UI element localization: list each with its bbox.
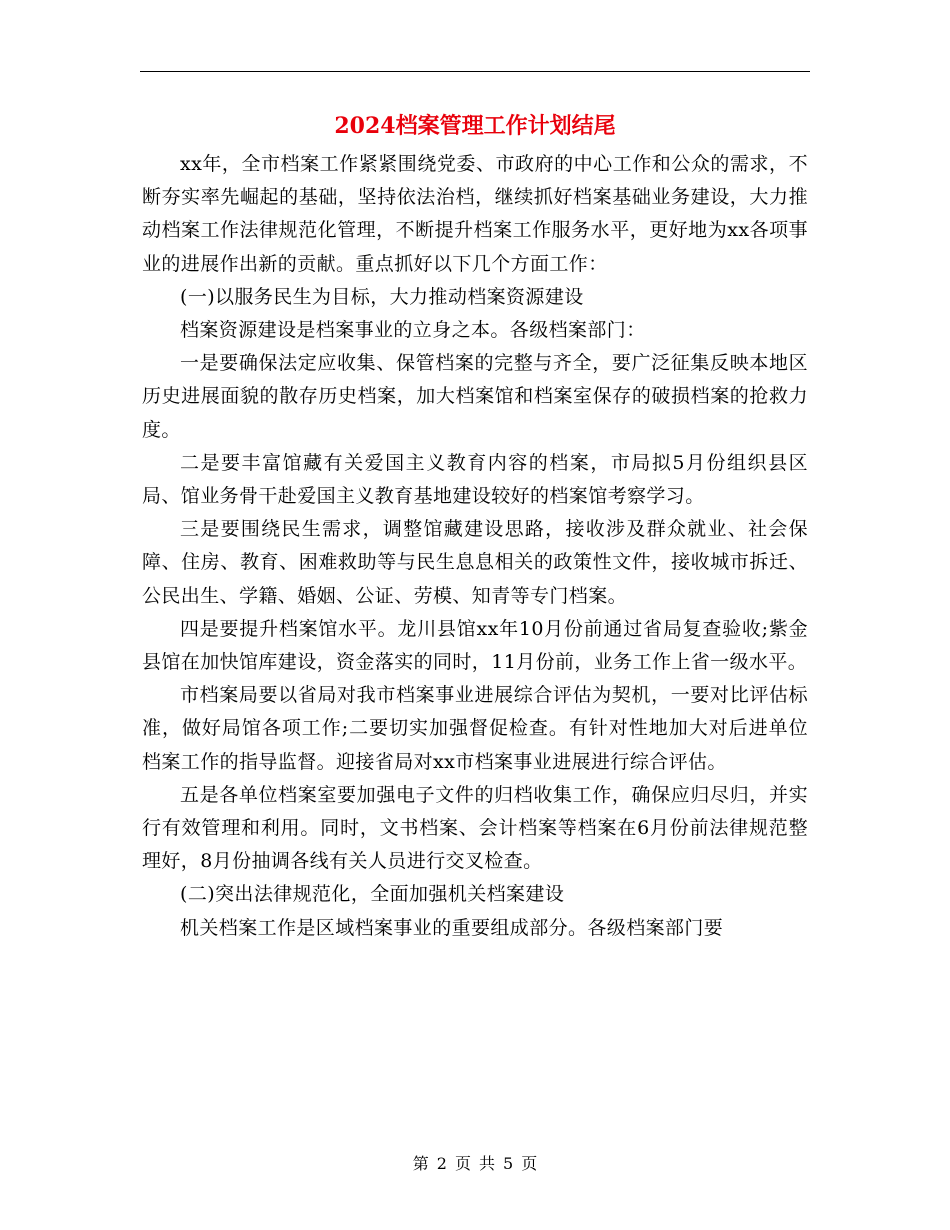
header-rule bbox=[140, 71, 810, 72]
paragraph: 二是要丰富馆藏有关爱国主义教育内容的档案，市局拟5月份组织县区局、馆业务骨干赴爱国主义教育基地建设较好的档案馆考察学习。 bbox=[142, 451, 808, 508]
paragraph: 四是要提升档案馆水平。龙川县馆xx年10月份前通过省局复查验收;紫金县馆在加快馆库建设，资金落实的同时，11月份前，业务工作上省一级水平。 bbox=[142, 617, 808, 674]
page-footer bbox=[0, 1152, 950, 1176]
paragraph: 档案资源建设是档案事业的立身之本。各级档案部门： bbox=[180, 319, 646, 342]
paragraph: 机关档案工作是区域档案事业的重要组成部分。各级档案部门要 bbox=[180, 916, 724, 939]
total-pages-number: 5 bbox=[503, 1154, 514, 1173]
footer-suffix: 页 bbox=[521, 1154, 538, 1173]
footer-prefix: 第 bbox=[412, 1154, 429, 1173]
section-heading-2: (二)突出法律规范化，全面加强机关档案建设 bbox=[180, 883, 565, 906]
paragraph: 三是要围绕民生需求，调整馆藏建设思路，接收涉及群众就业、社会保障、住房、教育、困难救助等与民生息息相关的政策性文件，接收城市拆迁、公民出生、学籍、婚姻、公证、劳模、知青等专门档案。 bbox=[142, 518, 808, 607]
footer-total-prefix: 共 bbox=[479, 1154, 496, 1173]
paragraph: 市档案局要以省局对我市档案事业进展综合评估为契机，一要对比评估标准，做好局馆各项工作;二要切实加强督促检查。有针对性地加大对后进单位档案工作的指导监督。迎接省局对xx市档案事业进展进行综合评估。 bbox=[142, 684, 808, 773]
document-body bbox=[142, 148, 808, 945]
paragraph-intro: xx年，全市档案工作紧紧围绕党委、市政府的中心工作和公众的需求，不断夯实率先崛起的基础，坚持依法治档，继续抓好档案基础业务建设，大力推动档案工作法律规范化管理，不断提升档案工作服务水平，更好地为xx各项事业的进展作出新的贡献。重点抓好以下几个方面工作： bbox=[142, 153, 808, 275]
footer-page-word: 页 bbox=[454, 1154, 471, 1173]
current-page-number: 2 bbox=[436, 1154, 447, 1173]
paragraph: 一是要确保法定应收集、保管档案的完整与齐全，要广泛征集反映本地区历史进展面貌的散存历史档案，加大档案馆和档案室保存的破损档案的抢救力度。 bbox=[142, 352, 808, 441]
section-heading-1: (一)以服务民生为目标，大力推动档案资源建设 bbox=[180, 285, 584, 308]
document-title: 2024档案管理工作计划结尾 bbox=[334, 113, 616, 139]
paragraph: 五是各单位档案室要加强电子文件的归档收集工作，确保应归尽归，并实行有效管理和利用。同时，文书档案、会计档案等档案在6月份前法律规范整理好，8月份抽调各线有关人员进行交叉检查。 bbox=[142, 783, 808, 873]
